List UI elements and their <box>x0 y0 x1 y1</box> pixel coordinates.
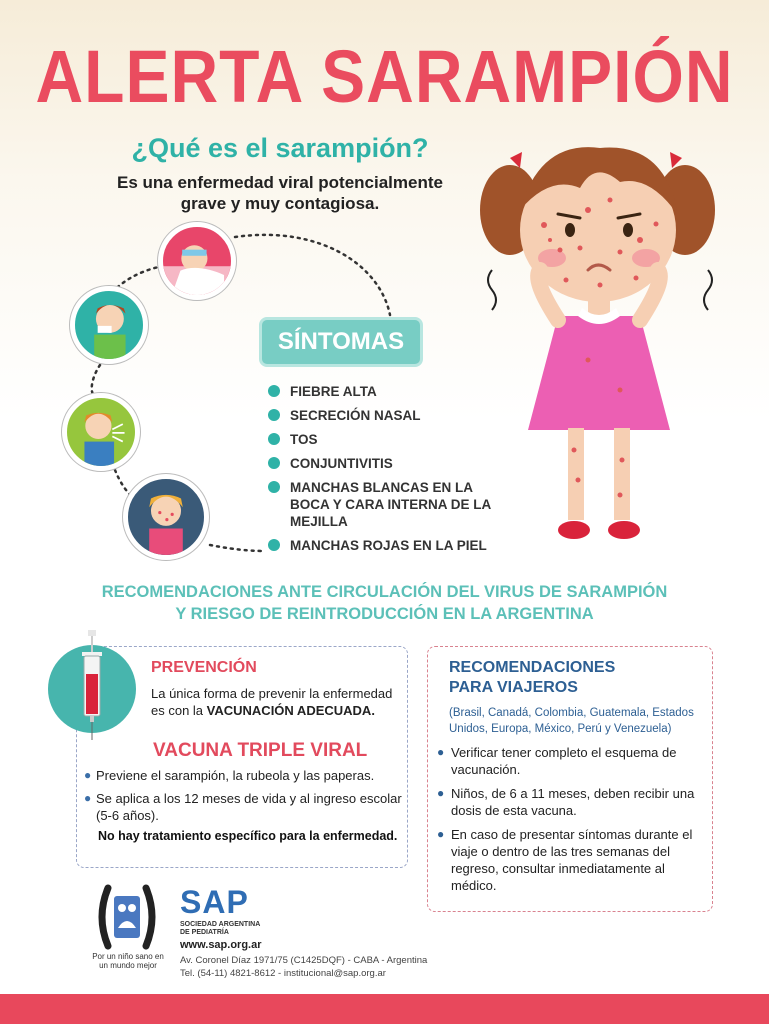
symptom-label: FIEBRE ALTA <box>290 384 377 399</box>
vaccine-bullet-text: Previene el sarampión, la rubeola y las paperas. <box>96 768 375 783</box>
recommendations-heading-line-2: Y RIESGO DE REINTRODUCCIÓN EN LA ARGENTINA <box>175 605 594 623</box>
sap-full-name-line-2: DE PEDIATRÍA <box>180 929 229 936</box>
sap-address-line-1: Av. Coronel Díaz 1971/75 (C1425DQF) - CABA - Argentina <box>180 955 428 966</box>
travelers-title-line-1: RECOMENDACIONES <box>449 659 616 676</box>
bullet-dot-icon <box>268 433 280 445</box>
bullet-dot-icon <box>268 457 280 469</box>
travelers-bullet-text: En caso de presentar síntomas durante el viaje o dentro de las tres semanas del regreso, consultar inmediatamente al médico. <box>451 827 693 893</box>
bullet-icon: ● <box>437 827 445 841</box>
coughing-child-illustration <box>62 393 140 471</box>
symptoms-badge: SÍNTOMAS <box>259 317 423 367</box>
vaccine-bullet-text: Se aplica a los 12 meses de vida y al ingreso escolar (5-6 años). <box>96 791 402 823</box>
bullet-dot-icon <box>268 409 280 421</box>
travelers-title-line-2: PARA VIAJEROS <box>449 679 578 696</box>
bullet-dot-icon <box>268 539 280 551</box>
vaccine-bullets <box>84 767 404 830</box>
sap-slogan: Por un niño sano en un mundo mejor <box>92 952 164 970</box>
list-item <box>437 785 703 819</box>
bullet-dot-icon <box>268 385 280 397</box>
recommendations-heading-line-1: RECOMENDACIONES ANTE CIRCULACIÓN DEL VIRUS DE SARAMPIÓN <box>101 583 668 601</box>
travelers-title <box>449 658 699 698</box>
list-item <box>84 767 404 784</box>
vaccine-title: VACUNA TRIPLE VIRAL <box>153 740 368 761</box>
symptom-label: TOS <box>290 432 318 447</box>
sneezing-child-illustration <box>70 286 148 364</box>
travelers-bullets <box>437 744 703 901</box>
intro-text <box>60 172 500 214</box>
list-item <box>437 744 703 778</box>
bullet-icon: ● <box>437 745 445 759</box>
bullet-icon: ● <box>84 791 92 805</box>
girl-with-measles-illustration <box>470 130 730 560</box>
recommendations-heading <box>80 581 689 625</box>
sap-website: www.sap.org.ar <box>180 939 262 951</box>
question-heading: ¿Qué es el sarampión? <box>131 133 429 163</box>
poster-title: ALERTA SARAMPIÓN <box>35 34 734 118</box>
symptom-label: CONJUNTIVITIS <box>290 456 393 471</box>
sick-child-in-bed-illustration <box>158 222 236 300</box>
bullet-icon: ● <box>437 786 445 800</box>
travelers-bullet-text: Verificar tener completo el esquema de vacunación. <box>451 745 677 777</box>
intro-line-2: grave y muy contagiosa. <box>180 194 380 213</box>
travelers-bullet-text: Niños, de 6 a 11 meses, deben recibir una dosis de esta vacuna. <box>451 786 695 818</box>
list-item <box>84 790 404 824</box>
prevention-text-main: La única forma de prevenir la enfermedad es con la <box>151 686 393 718</box>
bullet-icon: ● <box>84 768 92 782</box>
symptom-label: MANCHAS ROJAS EN LA PIEL <box>290 538 487 553</box>
bullet-dot-icon <box>268 481 280 493</box>
sap-full-name <box>180 921 260 937</box>
sap-full-name-line-1: SOCIEDAD ARGENTINA <box>180 921 261 928</box>
list-item <box>437 826 703 894</box>
sap-address-line-2: Tel. (54-11) 4821-8612 - institucional@sap.org.ar <box>180 968 386 979</box>
syringe-icon <box>60 630 124 742</box>
sap-address <box>180 954 427 980</box>
prevention-title: PREVENCIÓN <box>151 659 257 676</box>
child-with-rash-illustration <box>123 474 209 560</box>
prevention-text <box>151 685 401 719</box>
no-treatment-note: No hay tratamiento específico para la enfermedad. <box>98 829 398 843</box>
sap-logo-icon <box>94 884 160 950</box>
symptom-label: SECRECIÓN NASAL <box>290 408 421 423</box>
prevention-text-bold: VACUNACIÓN ADECUADA. <box>206 703 375 718</box>
intro-line-1: Es una enfermedad viral potencialmente <box>117 173 443 192</box>
travelers-countries: (Brasil, Canadá, Colombia, Guatemala, Estados Unidos, Europa, México, Perú y Venezuela) <box>449 707 694 735</box>
sap-name: SAP <box>180 884 249 920</box>
symptom-label: MANCHAS BLANCAS EN LA BOCA Y CARA INTERNA DE LA MEJILLA <box>290 480 491 529</box>
footer-bar <box>0 994 769 1024</box>
